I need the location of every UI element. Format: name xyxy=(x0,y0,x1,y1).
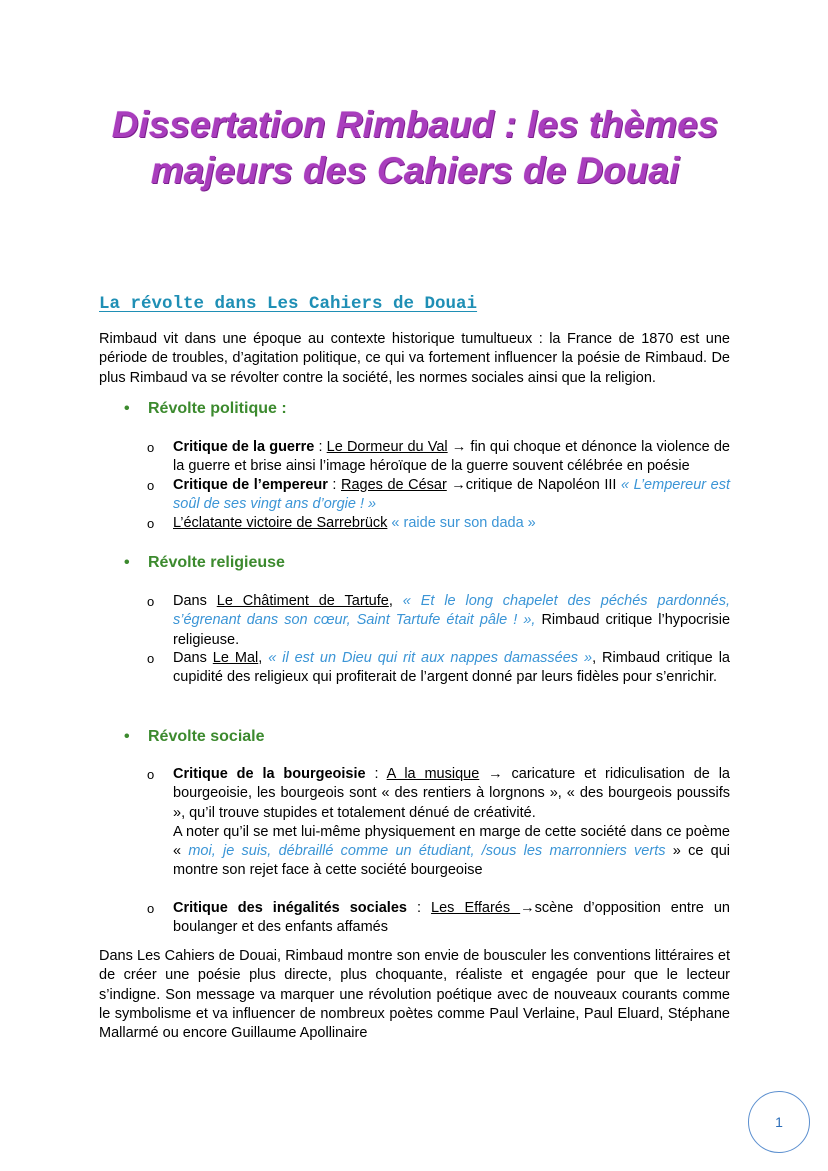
conclusion-paragraph: Dans Les Cahiers de Douai, Rimbaud montre son envie de bousculer les conventions littéraires et de créer une poésie plus directe, plus choquante, réaliste et engagée pour que le lecteur s’indigne. Son message va marquer une révolution poétique avec de nouveaux courants comme le symbolisme et va influencer de nombreux poètes comme Paul Verlaine, Paul Eluard, Stéphane Mallarmé ou encore Guillaume Apollinaire xyxy=(99,948,730,1042)
page-title: Dissertation Rimbaud : les thèmes majeurs des Cahiers de Douai xyxy=(111,104,719,191)
item-lead: Critique des inégalités sociales xyxy=(173,900,407,916)
work-title: Le Dormeur du Val xyxy=(326,439,448,455)
filled-circle-icon: • xyxy=(124,728,130,745)
work-title: Le Mal xyxy=(212,650,259,666)
hollow-circle-icon: o xyxy=(147,651,155,666)
list-item xyxy=(147,514,730,533)
bullet-social xyxy=(124,728,265,746)
quote: « raide sur son dada » xyxy=(387,515,536,531)
hollow-circle-icon: o xyxy=(147,594,155,609)
hollow-circle-icon: o xyxy=(147,440,155,455)
list-item: o Critique des inégalités sociales : Les Effarés →scène d’opposition entre un boulanger et des enfants affamés xyxy=(147,900,730,936)
bullet-label: Révolte sociale xyxy=(148,728,265,745)
quote: « il est un Dieu qui rit aux nappes damassées » xyxy=(268,650,593,666)
section-heading: La révolte dans Les Cahiers de Douai xyxy=(99,294,478,314)
hollow-circle-icon: o xyxy=(147,516,155,531)
quote: « L’empereur est soûl de ses vingt ans d’orgie ! » xyxy=(173,477,730,513)
work-title: Le Châtiment de Tartufe xyxy=(216,593,389,609)
item-lead: Critique de l’empereur xyxy=(173,477,328,493)
list-item: o Critique de la bourgeoisie : A la musique → caricature et ridiculisation de la bourgeoisie, les bourgeois sont « des rentiers à lorgnons », « des bourgeois poussifs », qu’il trouve stupides et totalement dénué de créativité. A noter qu’il se met lui-même physiquement en marge de cette société dans ce poème « moi, je suis, débraillé comme un étudiant, /sous les marronniers verts » ce qui montre son rejet face à cette société bourgeoise xyxy=(147,766,730,879)
hollow-circle-icon: o xyxy=(147,901,155,916)
list-item: o Critique de la guerre : Le Dormeur du Val → fin qui choque et dénonce la violence de la guerre et brise ainsi l’image héroïque de la guerre souvent célébrée en poésie xyxy=(147,439,730,475)
item-lead: Critique de la bourgeoisie xyxy=(173,766,366,782)
filled-circle-icon: • xyxy=(124,554,130,571)
bullet-religious xyxy=(124,554,285,572)
list-item: o Dans Le Châtiment de Tartufe, « Et le long chapelet des péchés pardonnés, s’égrenant dans son cœur, Saint Tartufe était pâle ! », Rimbaud critique l’hypocrisie religieuse. xyxy=(147,593,731,648)
filled-circle-icon: • xyxy=(124,400,130,417)
work-title: Rages de César xyxy=(341,477,447,493)
work-title: L’éclatante victoire de Sarrebrück xyxy=(173,515,388,531)
work-title: A la musique xyxy=(386,766,480,782)
quote: moi, je suis, débraillé comme un étudiant, /sous les marronniers verts xyxy=(188,843,666,860)
list-item: o Critique de l’empereur : Rages de César →critique de Napoléon III « L’empereur est soûl de ses vingt ans d’orgie ! » xyxy=(147,477,730,513)
quote: « Et le long chapelet des péchés pardonnés, s’égrenant dans son cœur, Saint Tartufe était pâle ! », xyxy=(173,593,730,629)
bullet-label: Révolte politique : xyxy=(148,400,287,417)
bullet-label: Révolte religieuse xyxy=(148,554,285,571)
hollow-circle-icon: o xyxy=(147,478,155,493)
item-lead: Critique de la guerre xyxy=(173,439,315,455)
bullet-political xyxy=(124,400,287,418)
hollow-circle-icon: o xyxy=(147,767,155,782)
page-number: 1 xyxy=(748,1091,810,1153)
list-item: o Dans Le Mal, « il est un Dieu qui rit aux nappes damassées », Rimbaud critique la cupidité des religieux qui profiterait de l’argent donné par leurs fidèles pour s’enrichir. xyxy=(147,650,730,686)
work-title: Les Effarés xyxy=(431,900,521,916)
intro-paragraph: Rimbaud vit dans une époque au contexte historique tumultueux : la France de 1870 est une période de troubles, d’agitation politique, ce qui va fortement influencer la poésie de Rimbaud. De plus Rimbaud va se révolter contre la société, les normes sociales ainsi que la religion. xyxy=(99,331,730,386)
